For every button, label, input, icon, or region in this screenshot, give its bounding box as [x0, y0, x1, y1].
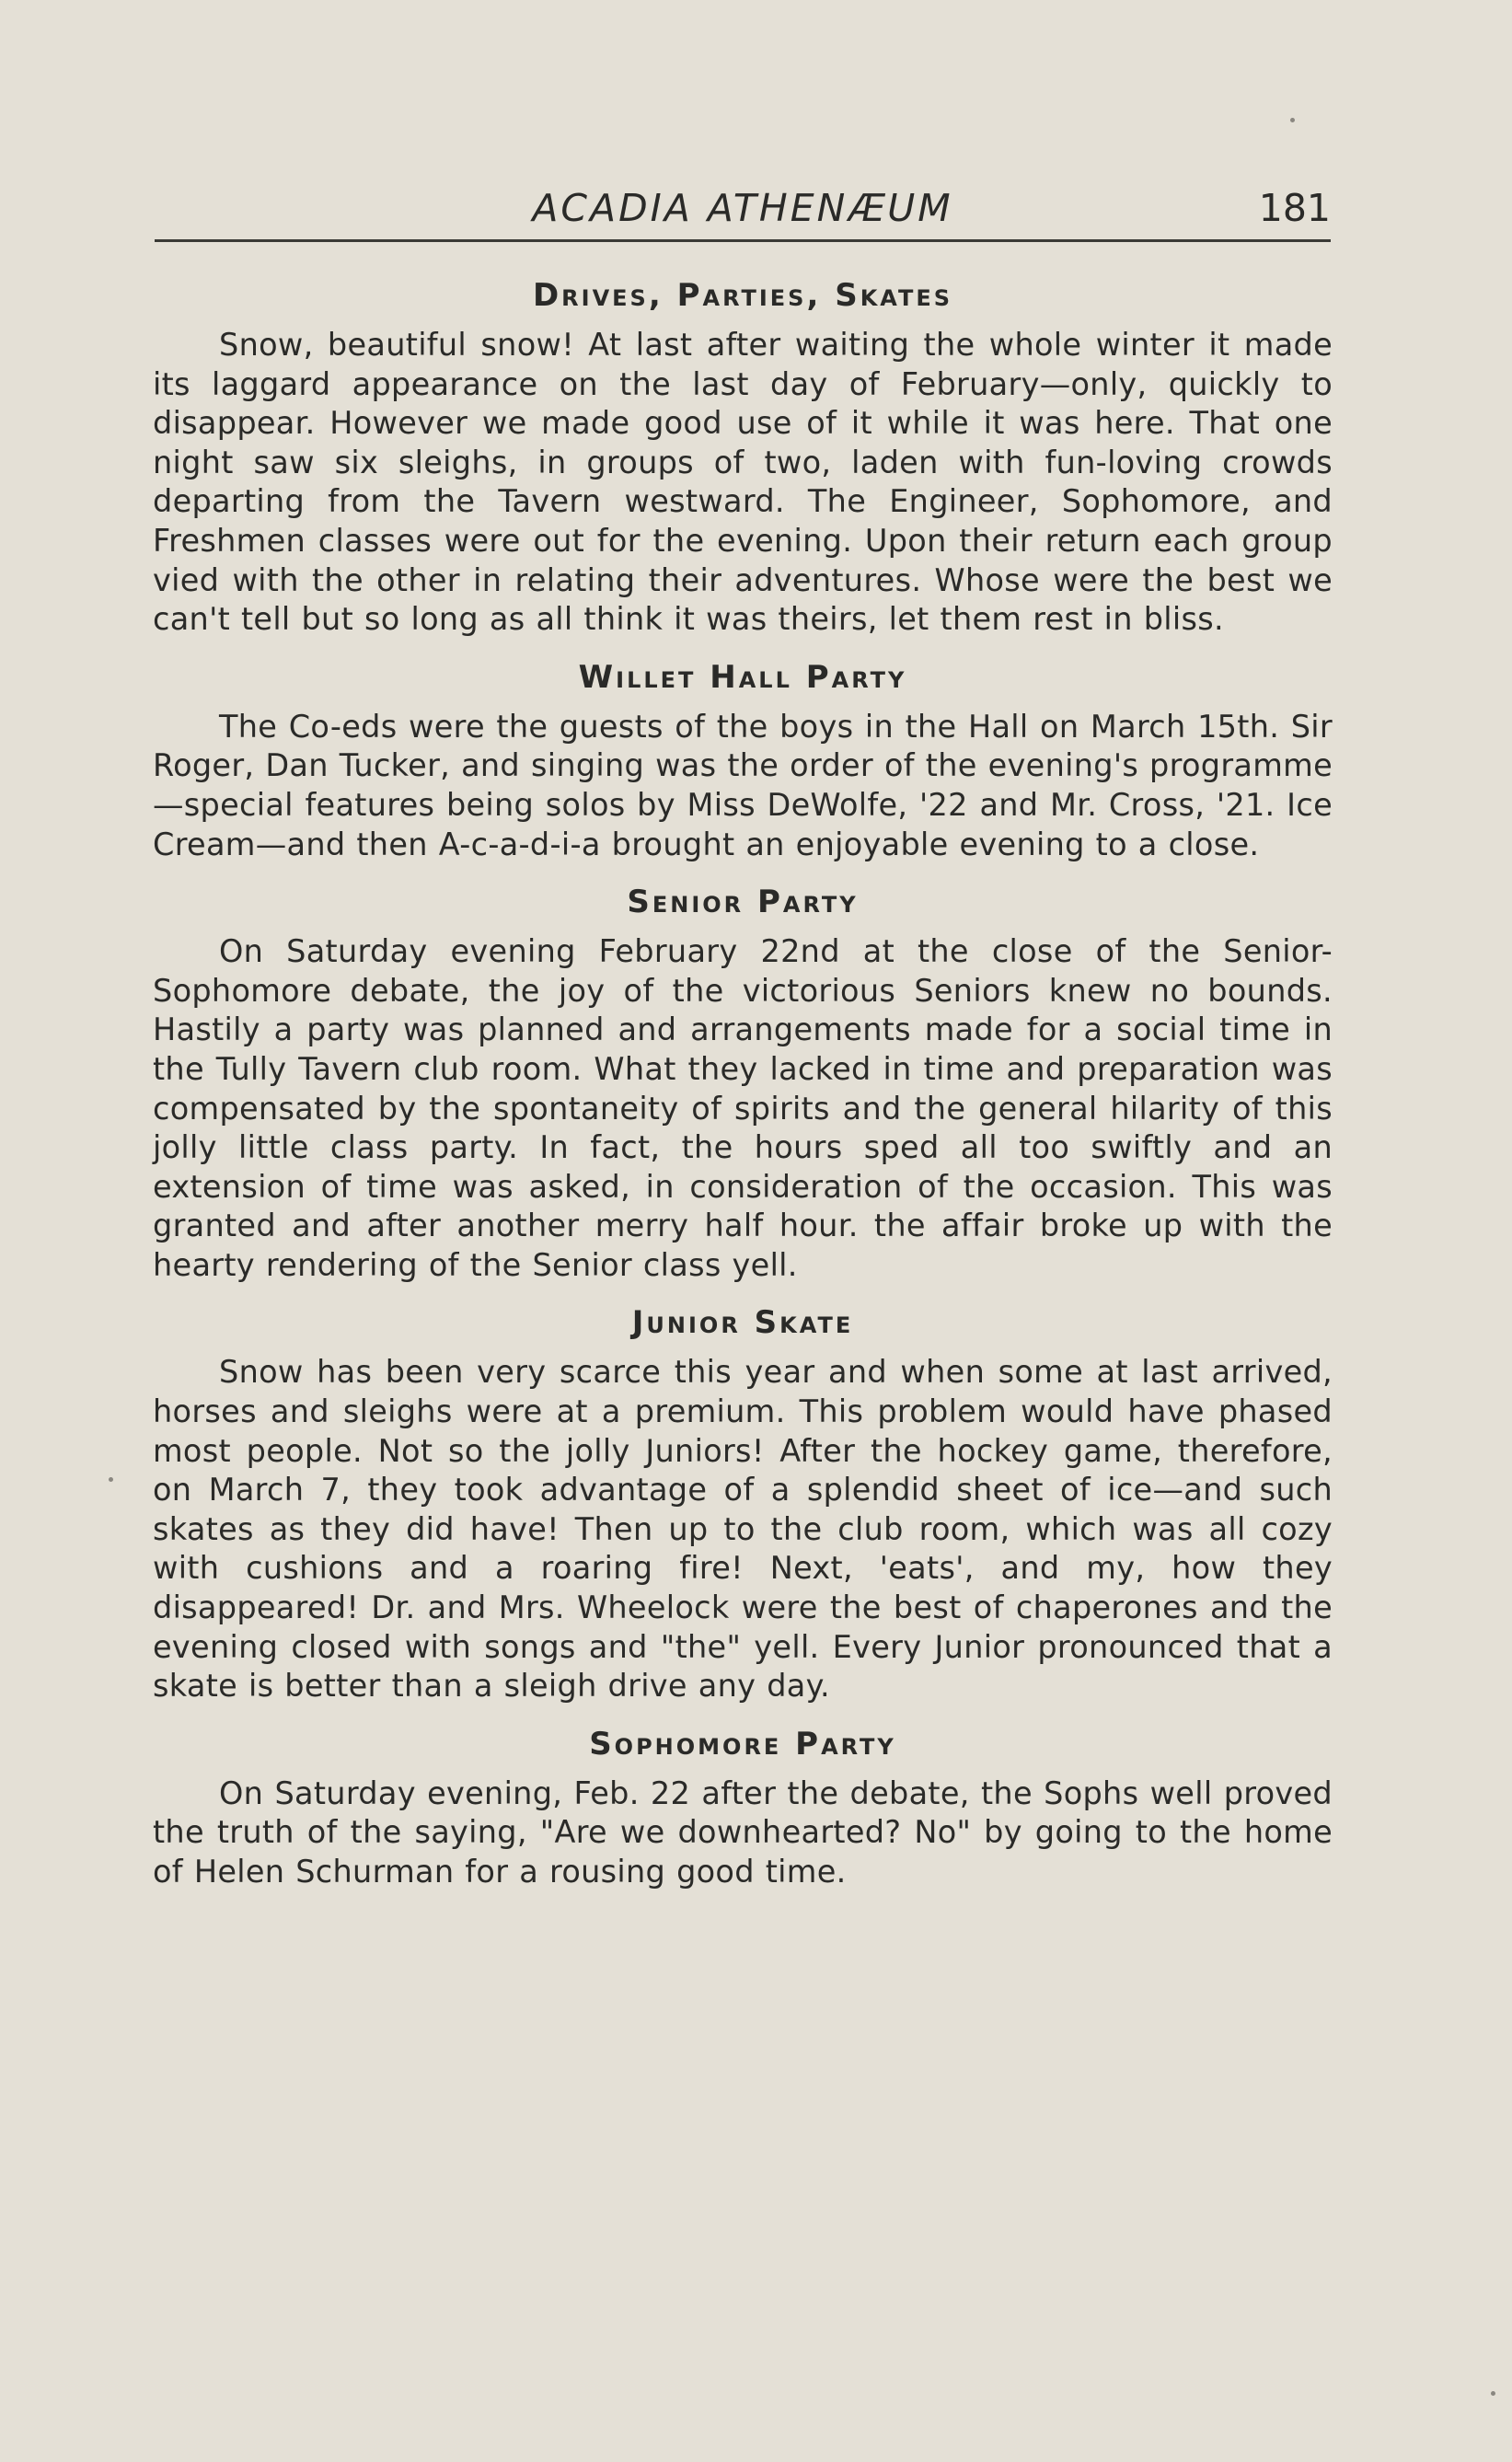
margin-speck — [1290, 118, 1295, 122]
paragraph-senior-party: On Saturday evening February 22nd at the close of the Senior-Sophomore debate, the joy of the victorious Seniors knew no bounds. Hastily a party was planned and arrangements made for a social time in the Tully Tavern club room. What they lacked in time and preparation was compensated by the spontaneity of spirits and the general hilarity of this jolly little class party. In fact, the hours sped all too swiftly and an extension of time was asked, in consideration of the occasion. This was granted and after another merry half hour. the affair broke up with the hearty rendering of the Senior class yell. — [153, 933, 1333, 1283]
margin-speck — [1491, 2391, 1495, 2396]
article-body — [153, 276, 1333, 1892]
section-heading-junior-skate: Junior Skate — [631, 1304, 854, 1342]
section-heading-senior-party: Senior Party — [627, 884, 859, 921]
section-heading-sophomore-party: Sophomore Party — [589, 1725, 896, 1763]
section-heading-willet-hall-party: Willet Hall Party — [578, 658, 907, 696]
paragraph-willet-hall-party: The Co-eds were the guests of the boys in the Hall on March 15th. Sir Roger, Dan Tucker, and singing was the order of the evening's programme—special features being solos by Miss DeWolfe, '22 and Mr. Cross, '21. Ice Cream—and then A-c-a-d-i-a brought an enjoyable evening to a close. — [153, 708, 1333, 862]
journal-title: ACADIA ATHENÆUM — [532, 186, 953, 230]
page-number: 181 — [1258, 186, 1331, 230]
paragraph-drives-parties-skates: Snow, beautiful snow! At last after waiting the whole winter it made its laggard appearance on the last day of February—only, quickly to disappear. However we made good use of it while it was here. That one night saw six sleighs, in groups of two, laden with fun-loving crowds departing from the Tavern westward. The Engineer, Sophomore, and Freshmen classes were out for the evening. Upon their return each group vied with the other in relating their adventures. Whose were the best we can't tell but so long as all think it was theirs, let them rest in bliss. — [153, 327, 1333, 638]
margin-speck — [109, 1477, 113, 1482]
section-heading-drives-parties-skates: Drives, Parties, Skates — [532, 277, 953, 314]
paragraph-junior-skate: Snow has been very scarce this year and when some at last arrived, horses and sleighs were at a premium. This problem would have phased most people. Not so the jolly Juniors! After the hockey game, therefore, on March 7, they took advantage of a splendid sheet of ice—and such skates as they did have! Then up to the club room, which was all cozy with cushions and a roaring fire! Next, 'eats', and my, how they disappeared! Dr. and Mrs. Wheelock were the best of chaperones and the evening closed with songs and "the" yell. Every Junior pronounced that a skate is better than a sleigh drive any day. — [153, 1354, 1333, 1705]
running-head — [155, 180, 1331, 242]
paragraph-sophomore-party: On Saturday evening, Feb. 22 after the debate, the Sophs well proved the truth of the saying, "Are we downhearted? No" by going to the home of Helen Schurman for a rousing good time. — [153, 1774, 1333, 1890]
